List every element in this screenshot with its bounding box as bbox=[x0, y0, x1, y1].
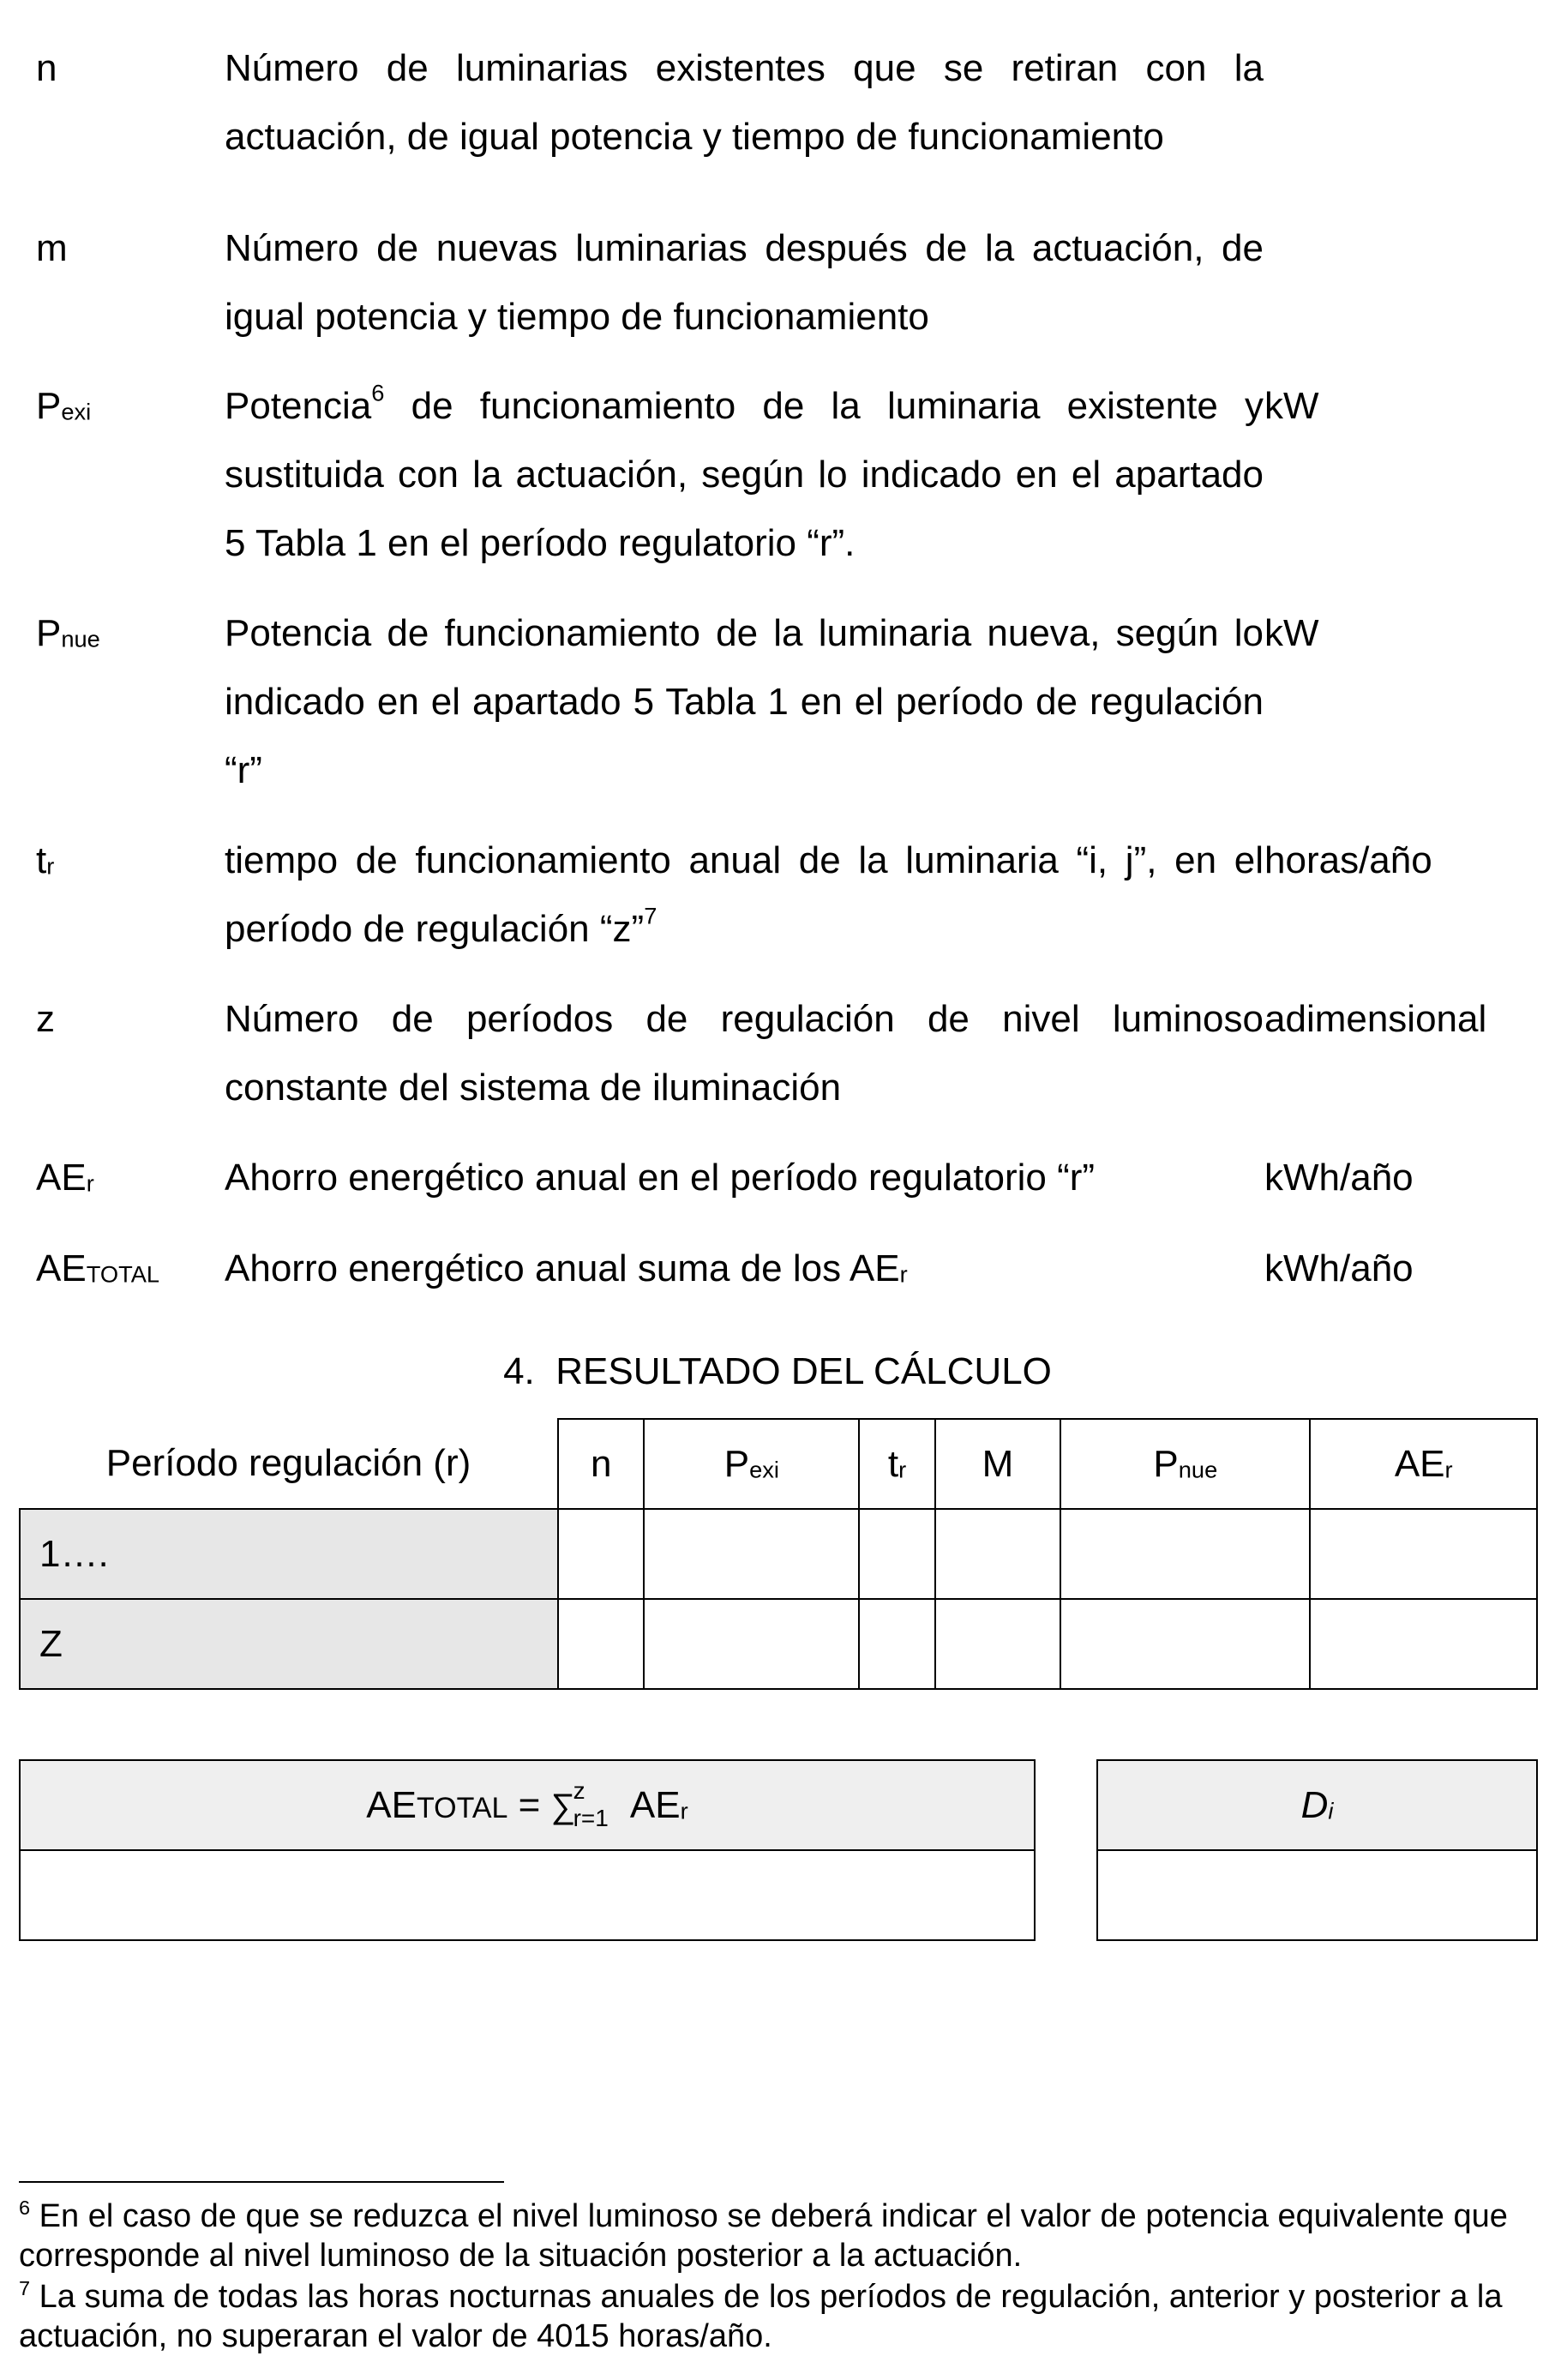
col-p-exi: $P_{exi}$ bbox=[644, 1419, 859, 1509]
cell-input[interactable] bbox=[935, 1509, 1060, 1599]
table-row bbox=[20, 1599, 1537, 1689]
cell-input[interactable] bbox=[558, 1509, 644, 1599]
footnote-7: $^7$ La suma de todas las horas nocturnas anuales de los períodos de regulación, anterior y posterior a la actuación, no superaran el valor de 4015 horas/año. bbox=[19, 2276, 1503, 2354]
definition-text: Ahorro energético anual en el período regulatorio “r” bbox=[225, 1157, 1096, 1199]
definition-ae-r bbox=[36, 1144, 1528, 1235]
cell-input[interactable] bbox=[644, 1509, 859, 1599]
total-formula: AETOTAL = ∑ z r=1 $AE_r$ bbox=[20, 1760, 1035, 1850]
cell-input[interactable] bbox=[644, 1599, 859, 1689]
symbol: $AE_{TOTAL}$ bbox=[36, 1247, 160, 1289]
cell-input[interactable] bbox=[859, 1509, 934, 1599]
definition-p-exi bbox=[36, 372, 1528, 599]
cell-input[interactable] bbox=[1310, 1509, 1537, 1599]
definition-n bbox=[36, 34, 1528, 214]
period-header: Período regulación (r) bbox=[20, 1419, 558, 1509]
footnote-ref-7[interactable]: 7 bbox=[644, 902, 657, 929]
footnotes bbox=[19, 2197, 1538, 2358]
footnote-ref-6[interactable]: 6 bbox=[371, 379, 385, 406]
cell-input[interactable] bbox=[1310, 1599, 1537, 1689]
symbol: $P_{exi}$ bbox=[36, 385, 92, 427]
row-label: Z bbox=[20, 1599, 558, 1689]
cell-input[interactable] bbox=[1060, 1509, 1310, 1599]
summation-symbol: ∑ z r=1 bbox=[550, 1776, 609, 1831]
unit: kW bbox=[1264, 385, 1319, 427]
definition-text: Potencia$^6$ de funcionamiento de la luminaria existente y sustituida con la actuación, según lo indicado en el apartado 5 Tabla 1 en el período regulatorio “r”. bbox=[225, 379, 1264, 564]
table-header-row bbox=[20, 1419, 1537, 1509]
cell-input[interactable] bbox=[558, 1599, 644, 1689]
symbol: n bbox=[36, 47, 57, 89]
definition-z bbox=[36, 985, 1528, 1144]
unit: kWh/año bbox=[1264, 1247, 1414, 1289]
definition-t-r bbox=[36, 826, 1528, 985]
unit: kW bbox=[1264, 612, 1319, 654]
col-m: M bbox=[935, 1419, 1060, 1509]
col-t-r: $t_r$ bbox=[859, 1419, 934, 1509]
symbol: z bbox=[36, 998, 55, 1040]
cell-input[interactable] bbox=[859, 1599, 934, 1689]
di-value-cell[interactable] bbox=[1097, 1850, 1537, 1940]
definition-ae-total bbox=[36, 1235, 1528, 1312]
symbol: $P_{nue}$ bbox=[36, 612, 100, 654]
cell-input[interactable] bbox=[935, 1599, 1060, 1689]
definition-p-nue bbox=[36, 599, 1528, 826]
definition-text: Número de nuevas luminarias después de la actuación, de igual potencia y tiempo de funcionamiento bbox=[225, 227, 1264, 338]
definitions-list bbox=[36, 34, 1528, 1312]
results-table bbox=[19, 1418, 1538, 1690]
col-ae-r: $AE_r$ bbox=[1310, 1419, 1537, 1509]
symbol: m bbox=[36, 227, 68, 269]
col-p-nue: $P_{nue}$ bbox=[1060, 1419, 1310, 1509]
row-label: 1…. bbox=[20, 1509, 558, 1599]
col-n: n bbox=[558, 1419, 644, 1509]
definition-text: Potencia de funcionamiento de la luminaria nueva, según lo indicado en el apartado 5 Tabla 1 en el período de regulación “r” bbox=[225, 612, 1264, 791]
cell-input[interactable] bbox=[1060, 1599, 1310, 1689]
symbol: $t_r$ bbox=[36, 839, 55, 881]
unit: kWh/año bbox=[1264, 1157, 1414, 1199]
unit: horas/año bbox=[1264, 839, 1432, 881]
section-heading: 4. RESULTADO DEL CÁLCULO bbox=[503, 1350, 1052, 1392]
table-row bbox=[20, 1509, 1537, 1599]
di-table bbox=[1096, 1759, 1538, 1941]
di-header: $D_i$ bbox=[1097, 1760, 1537, 1850]
total-value-cell[interactable] bbox=[20, 1850, 1035, 1940]
total-savings-table bbox=[19, 1759, 1036, 1941]
definition-text: Ahorro energético anual suma de los $AE_r$ bbox=[225, 1247, 908, 1289]
unit: adimensional bbox=[1264, 998, 1487, 1040]
definition-m bbox=[36, 214, 1528, 372]
definition-text: Número de períodos de regulación de nivel luminoso constante del sistema de iluminación bbox=[225, 998, 1264, 1109]
definition-text: tiempo de funcionamiento anual de la luminaria “i, j”, en el período de regulación “z”$^7$ bbox=[225, 839, 1264, 950]
definition-text: Número de luminarias existentes que se retiran con la actuación, de igual potencia y tiempo de funcionamiento bbox=[225, 47, 1264, 158]
symbol: $AE_r$ bbox=[36, 1157, 94, 1199]
footnote-divider bbox=[19, 2181, 504, 2183]
footnote-6: $^6$ En el caso de que se reduzca el nivel luminoso se deberá indicar el valor de potencia equivalente que corresponde al nivel luminoso de la situación posterior a la actuación. bbox=[19, 2196, 1508, 2274]
